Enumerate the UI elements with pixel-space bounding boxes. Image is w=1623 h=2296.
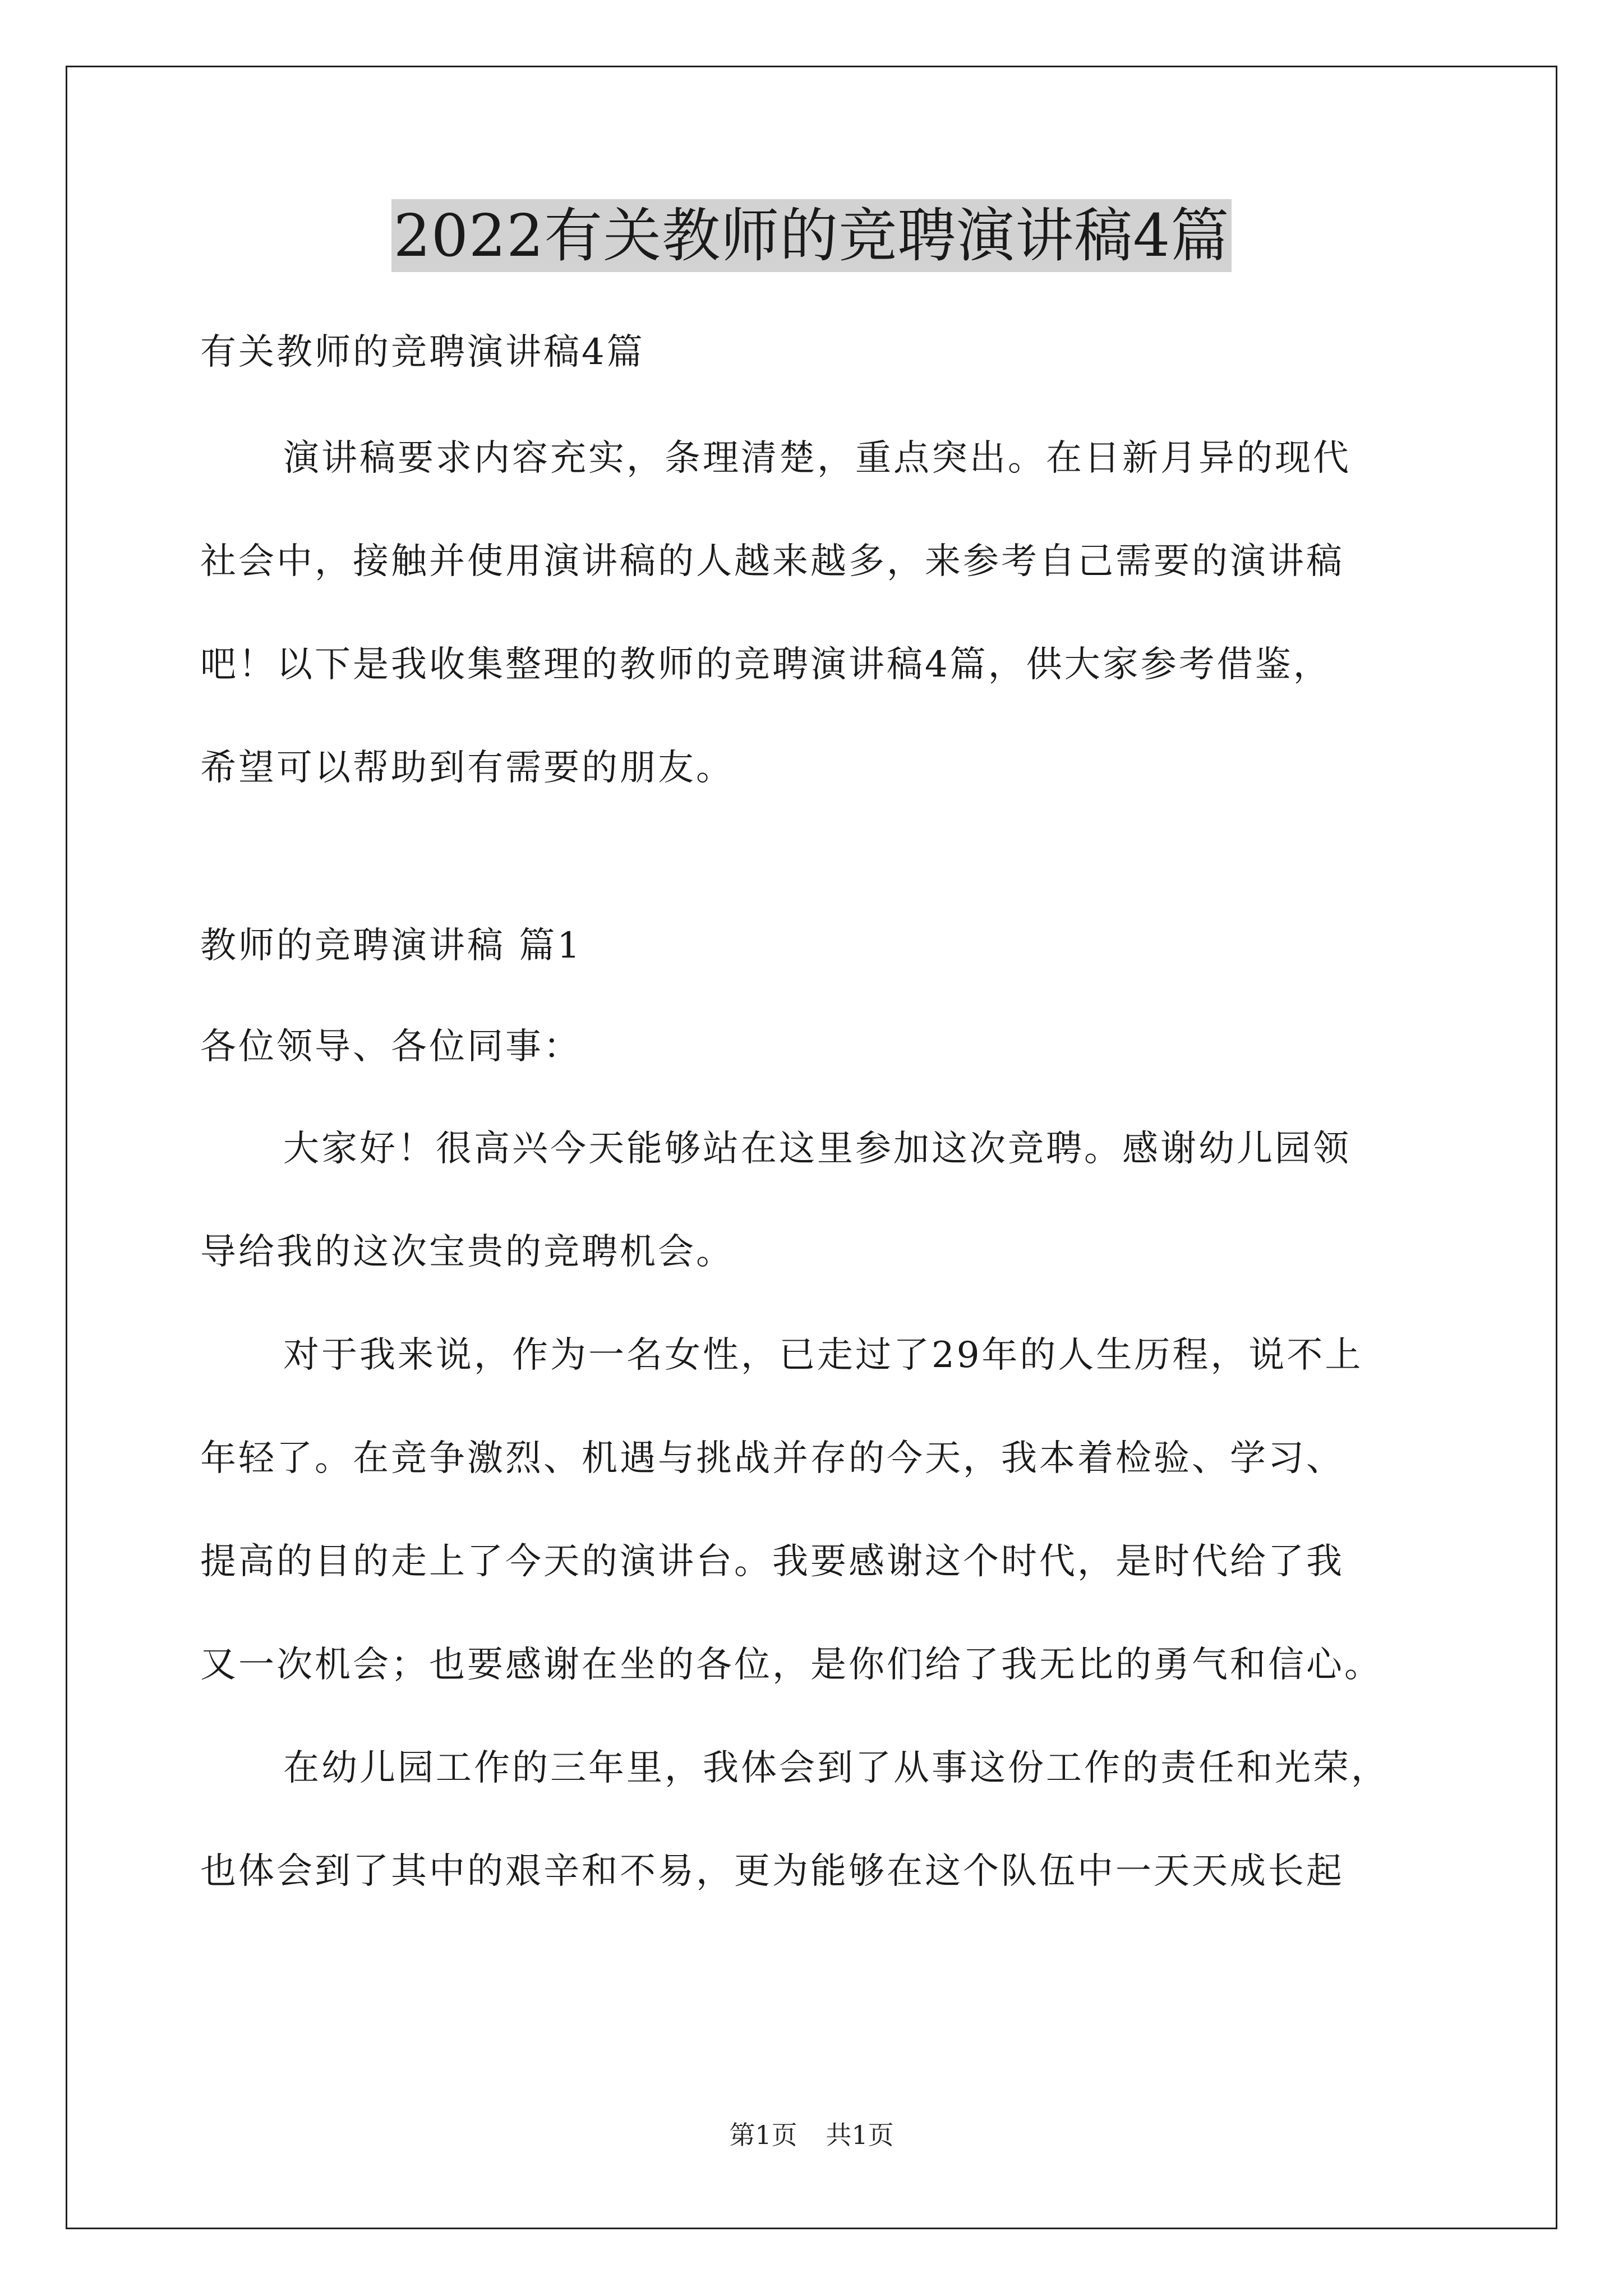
page-number: 第1页 [729, 2120, 797, 2150]
intro-line: 吧！以下是我收集整理的教师的竞聘演讲稿4篇，供大家参考借鉴， [200, 644, 1331, 685]
subtitle: 有关教师的竞聘演讲稿4篇 [200, 332, 645, 373]
document-title: 2022有关教师的竞聘演讲稿4篇 [391, 199, 1232, 272]
paragraph-line: 提高的目的走上了今天的演讲台。我要感谢这个时代，是时代给了我 [200, 1541, 1344, 1582]
salutation: 各位领导、各位同事： [200, 1026, 582, 1068]
intro-line: 希望可以帮助到有需要的朋友。 [200, 747, 734, 789]
paragraph-line: 也体会到了其中的艰辛和不易，更为能够在这个队伍中一天天成长起 [200, 1851, 1344, 1892]
intro-line: 演讲稿要求内容充实，条理清楚，重点突出。在日新月异的现代 [283, 438, 1351, 479]
paragraph-line: 导给我的这次宝贵的竞聘机会。 [200, 1231, 734, 1273]
paragraph-line: 年轻了。在竞争激烈、机遇与挑战并存的今天，我本着检验、学习、 [200, 1438, 1344, 1479]
document-body [200, 310, 1440, 1923]
paragraph-line: 对于我来说，作为一名女性，已走过了29年的人生历程，说不上 [283, 1335, 1363, 1376]
intro-line: 社会中，接触并使用演讲稿的人越来越多，来参考自己需要的演讲稿 [200, 541, 1344, 582]
paragraph-line: 又一次机会；也要感谢在坐的各位，是你们给了我无比的勇气和信心。 [200, 1644, 1382, 1686]
section-heading: 教师的竞聘演讲稿 篇1 [200, 925, 583, 967]
page-footer [0, 2115, 1623, 2152]
paragraph-line: 大家好！很高兴今天能够站在这里参加这次竞聘。感谢幼儿园领 [283, 1128, 1351, 1170]
title-container [0, 199, 1623, 272]
paragraph-line: 在幼儿园工作的三年里，我体会到了从事这份工作的责任和光荣， [283, 1747, 1389, 1789]
section-gap [200, 820, 1440, 895]
page-total: 共1页 [826, 2120, 894, 2150]
